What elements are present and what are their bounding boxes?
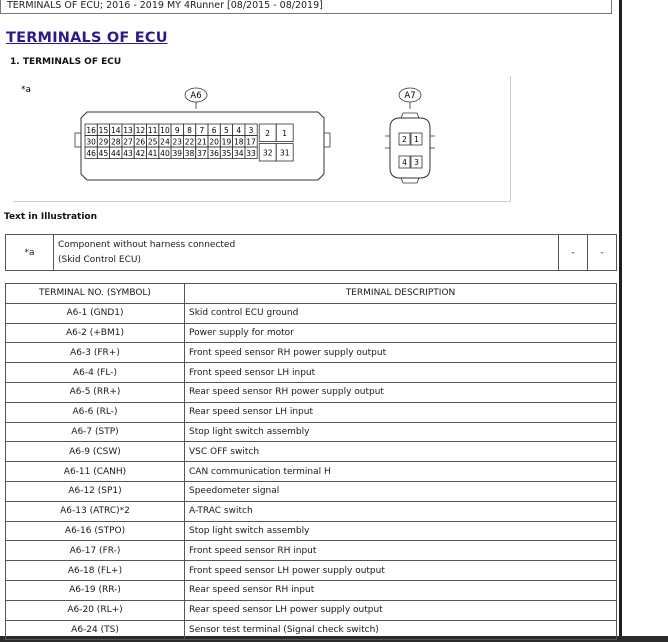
a6-label: A6 [190,91,202,101]
a6-pin-number: 39 [172,148,183,158]
table-row [6,343,617,363]
a6-pin-number: 17 [246,137,256,147]
terminal-cell: A6-9 (CSW) [6,442,185,462]
a6-pin-number: 7 [199,125,205,135]
a6-pin-number: 9 [174,125,180,135]
description-cell: Front speed sensor LH power supply output [185,561,617,581]
a6-pin-number: 18 [233,137,244,147]
a6-pin-number: 13 [123,125,133,135]
terminal-cell: A6-6 (RL-) [6,402,185,422]
a6-left-latch [75,133,81,147]
a7-right-tab [430,136,435,148]
legend-dash-2: - [588,235,617,271]
a6-pin-number: 5 [224,125,229,135]
legend-callout: *a [6,235,54,271]
a6-pin-number: 33 [246,148,256,158]
terminal-cell: A6-12 (SP1) [6,481,185,501]
a7-label: A7 [404,91,416,101]
terminal-cell: A6-3 (FR+) [6,343,185,363]
table-row [6,481,617,501]
terminal-cell: A6-16 (STPO) [6,521,185,541]
description-cell: Stop light switch assembly [185,422,617,442]
connector-diagram [13,76,511,202]
table-row [6,462,617,482]
description-cell: Rear speed sensor RH power supply output [185,382,617,402]
table-row [6,561,617,581]
a7-pin-number: 4 [402,158,407,167]
table-row [6,382,617,402]
table-row [6,363,617,383]
terminals-table [5,283,617,640]
header-terminal: TERMINAL NO. (SYMBOL) [6,284,185,304]
a6-pin-number: 28 [110,137,121,147]
legend-description [54,235,559,271]
description-cell: Speedometer signal [185,481,617,501]
a6-pin-number: 10 [160,125,170,135]
legend-row [6,235,617,271]
terminal-cell: A6-24 (TS) [6,620,185,640]
description-cell: Front speed sensor RH input [185,541,617,561]
a7-left-tab [385,136,390,148]
header-description: TERMINAL DESCRIPTION [185,284,617,304]
a7-top-key [401,113,419,118]
legend-dash-1: - [559,235,588,271]
a6-pin-number: 43 [123,148,133,158]
a6-pin-number: 26 [135,137,146,147]
table-row [6,442,617,462]
document-header [0,0,612,14]
description-cell: Front speed sensor RH power supply output [185,343,617,363]
a6-pin-number: 2 [265,128,271,138]
terminal-cell: A6-20 (RL+) [6,600,185,620]
description-cell: Power supply for motor [185,323,617,343]
a7-pin-number: 2 [402,135,407,144]
a6-pin-number: 27 [123,137,133,147]
terminal-cell: A6-19 (RR-) [6,580,185,600]
a6-pin-number: 23 [172,137,183,147]
legend-line-1: Component without harness connected [58,239,236,250]
connector-illustration [13,76,511,202]
window-edge-bar [619,0,622,642]
table-row [6,541,617,561]
page-title: TERMINALS OF ECU [6,30,168,46]
a6-pin-number: 4 [236,125,242,135]
description-cell: Stop light switch assembly [185,521,617,541]
a6-pin-number: 22 [184,137,195,147]
a7-bottom-key [401,178,419,183]
a6-pin-number: 11 [147,125,158,135]
a6-pin-number: 46 [86,148,96,158]
a6-pin-number: 34 [233,148,244,158]
a6-pin-number: 19 [221,137,232,147]
table-row [6,422,617,442]
legend-line-2: (Skid Control ECU) [58,254,141,265]
a6-pin-number: 44 [110,148,121,158]
table-header-row [6,284,617,304]
a6-right-latch [324,133,330,147]
a6-pin-number: 15 [98,125,109,135]
a6-pin-number: 6 [211,125,217,135]
terminal-cell: A6-11 (CANH) [6,462,185,482]
terminal-cell: A6-4 (FL-) [6,363,185,383]
terminal-cell: A6-2 (+BM1) [6,323,185,343]
terminal-cell: A6-5 (RR+) [6,382,185,402]
section-title: 1. TERMINALS OF ECU [10,57,122,67]
a6-pin-number: 40 [160,148,170,158]
text-in-illustration-title: Text in Illustration [4,212,97,222]
description-cell: Rear speed sensor RH input [185,580,617,600]
a6-pin-number: 16 [86,125,96,135]
description-cell: Front speed sensor LH input [185,363,617,383]
a7-pin-grid [399,133,422,168]
a7-pin-number: 3 [414,158,419,167]
a6-pin-number: 37 [197,148,207,158]
a7-pin-number: 1 [414,135,419,144]
a6-pin-number: 45 [98,148,109,158]
a6-pin-number: 42 [135,148,146,158]
description-cell: Rear speed sensor LH power supply output [185,600,617,620]
description-cell: Sensor test terminal (Signal check switch) [185,620,617,640]
a6-pin-number: 29 [98,137,109,147]
a6-pin-number: 14 [110,125,121,135]
illus-callout: *a [21,85,32,95]
a6-pin-number: 36 [209,148,219,158]
a6-pin-grid [85,124,293,161]
table-row [6,323,617,343]
table-row [6,580,617,600]
a6-pin-number: 12 [135,125,146,135]
a6-pin-number: 38 [184,148,195,158]
terminal-cell: A6-1 (GND1) [6,303,185,323]
header-text: TERMINALS OF ECU; 2016 - 2019 MY 4Runner [08/2015 - 08/2019] [7,0,323,11]
table-row [6,303,617,323]
description-cell: Skid control ECU ground [185,303,617,323]
description-cell: Rear speed sensor LH input [185,402,617,422]
a7-connector-body [390,118,430,178]
terminal-cell: A6-18 (FL+) [6,561,185,581]
description-cell: A-TRAC switch [185,501,617,521]
terminal-cell: A6-7 (STP) [6,422,185,442]
a6-pin-number: 24 [160,137,170,147]
terminal-cell: A6-17 (FR-) [6,541,185,561]
a6-pin-number: 21 [197,137,207,147]
a6-pin-number: 30 [86,137,96,147]
description-cell: CAN communication terminal H [185,462,617,482]
a6-pin-number: 32 [262,148,273,158]
a6-pin-number: 31 [279,148,290,158]
description-cell: VSC OFF switch [185,442,617,462]
illustration-legend-table [5,234,617,271]
table-row [6,600,617,620]
a6-pin-number: 3 [248,125,254,135]
a6-pin-number: 20 [209,137,219,147]
a6-pin-number: 25 [147,137,158,147]
a6-pin-number: 35 [221,148,232,158]
table-row [6,620,617,640]
table-row [6,501,617,521]
table-row [6,521,617,541]
terminal-cell: A6-13 (ATRC)*2 [6,501,185,521]
a6-pin-number: 1 [282,128,288,138]
table-row [6,402,617,422]
a6-pin-number: 41 [147,148,158,158]
a6-pin-number: 8 [187,125,192,135]
